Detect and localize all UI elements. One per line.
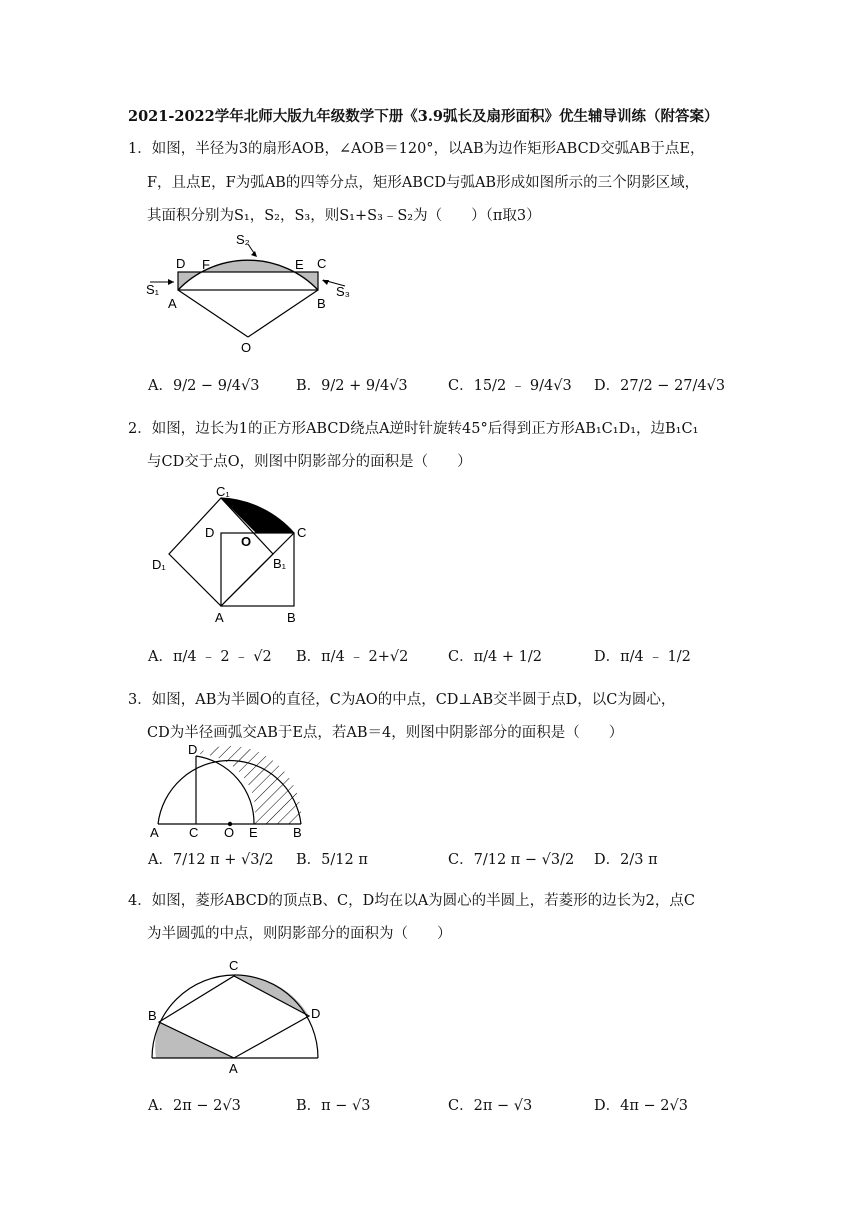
q2-option-b[interactable]: B．π/4 ﹣ 2+√2: [296, 649, 409, 665]
q4-line-1: 4．如图，菱形ABCD的顶点B、C，D均在以A为圆心的半圆上，若菱形的边长为2，点C: [128, 893, 696, 909]
q1-line-2: F，且点E，F为弧AB的四等分点，矩形ABCD与弧AB形成如图所示的三个阴影区域，: [147, 175, 700, 191]
q1-option-b[interactable]: B．9/2 + 9/4√3: [296, 378, 408, 394]
q4-figure: [146, 954, 331, 1076]
q3-line-2: CD为半径画弧交AB于E点，若AB＝4，则图中阴影部分的面积是（ ）: [147, 725, 624, 741]
q2-label-d: D: [205, 525, 215, 540]
q1-label-a: A: [168, 296, 177, 311]
q1-label-f: F: [202, 257, 210, 272]
q4-option-a[interactable]: A．2π − 2√3: [148, 1098, 241, 1114]
q4-option-d[interactable]: D．4π − 2√3: [594, 1098, 688, 1114]
q3-label-d: D: [188, 742, 198, 757]
q2-line-2: 与CD交于点O，则图中阴影部分的面积是（ ）: [147, 454, 472, 470]
q4-label-b: B: [148, 1008, 157, 1023]
q4-line-2: 为半圆弧的中点，则阴影部分的面积为（ ）: [147, 926, 452, 942]
q1-label-c: C: [317, 256, 327, 271]
q3-option-c[interactable]: C．7/12 π − √3/2: [448, 852, 575, 868]
q2-label-b1: B₁: [273, 556, 287, 571]
q1-option-c[interactable]: C．15/2 ﹣ 9/4√3: [448, 378, 572, 394]
q2-label-a: A: [215, 610, 224, 625]
q1-label-s3: S₃: [336, 284, 350, 299]
q1-label-s1: S₁: [146, 282, 160, 297]
q3-label-c: C: [189, 825, 199, 838]
q3-option-a[interactable]: A．7/12 π + √3/2: [148, 852, 274, 868]
q1-label-s2: S₂: [236, 232, 250, 247]
q2-label-d1: D₁: [152, 557, 166, 572]
q3-label-e: E: [249, 825, 258, 838]
document-title: 2021-2022学年北师大版九年级数学下册《3.9弧长及扇形面积》优生辅导训练（附答案）: [128, 108, 719, 125]
q2-label-c1: C₁: [216, 484, 230, 499]
q1-figure: [140, 232, 370, 357]
q4-option-c[interactable]: C．2π − √3: [448, 1098, 533, 1114]
q3-label-a: A: [150, 825, 159, 838]
q2-label-c: C: [297, 525, 307, 540]
q2-label-o: O: [241, 534, 252, 549]
q2-option-c[interactable]: C．π/4 + 1/2: [448, 649, 542, 665]
q1-label-b: B: [317, 296, 326, 311]
q1-label-d: D: [176, 256, 186, 271]
q1-line-1: 1．如图，半径为3的扇形AOB，∠AOB＝120°，以AB为边作矩形ABCD交弧AB于点E，: [128, 141, 705, 157]
q2-line-1: 2．如图，边长为1的正方形ABCD绕点A逆时针旋转45°后得到正方形AB₁C₁D₁，边B₁C₁: [128, 421, 699, 437]
q3-figure: [146, 740, 316, 838]
q4-option-b[interactable]: B．π − √3: [296, 1098, 371, 1114]
q2-figure: [148, 484, 318, 629]
q4-label-d: D: [311, 1006, 321, 1021]
q2-option-a[interactable]: A．π/4 ﹣ 2 ﹣ √2: [148, 649, 272, 665]
q1-line-3: 其面积分别为S₁，S₂，S₃，则S₁+S₃﹣S₂为（ ）（π取3）: [147, 208, 541, 224]
q3-line-1: 3．如图，AB为半圆O的直径，C为AO的中点，CD⊥AB交半圆于点D，以C为圆心，: [128, 692, 676, 708]
q1-option-d[interactable]: D．27/2 − 27/4√3: [594, 378, 726, 394]
q4-label-c: C: [229, 958, 239, 973]
q1-label-o: O: [241, 340, 252, 355]
q2-label-b: B: [287, 610, 296, 625]
q3-label-o: O: [224, 825, 235, 838]
q3-option-b[interactable]: B．5/12 π: [296, 852, 368, 868]
q4-label-a: A: [229, 1061, 238, 1076]
q1-label-e: E: [295, 257, 304, 272]
q3-option-d[interactable]: D．2/3 π: [594, 852, 658, 868]
q3-label-b: B: [293, 825, 302, 838]
q2-option-d[interactable]: D．π/4 ﹣ 1/2: [594, 649, 691, 665]
q1-option-a[interactable]: A．9/2 − 9/4√3: [148, 378, 260, 394]
